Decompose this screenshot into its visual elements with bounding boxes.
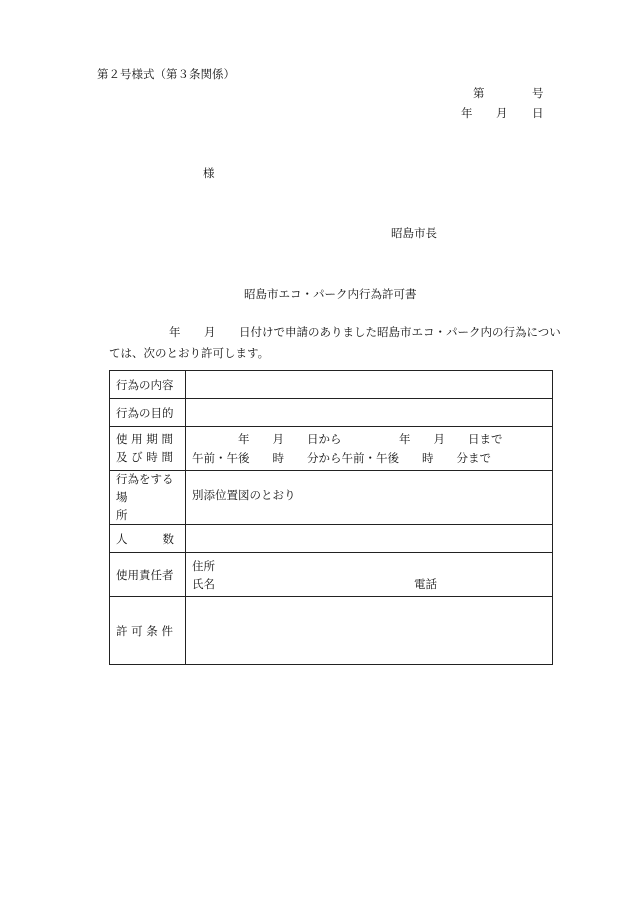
people-field[interactable]	[186, 525, 553, 553]
issue-number-suffix: 号	[532, 86, 544, 100]
purpose-label-text: 行為の目的	[116, 405, 174, 420]
responsible-label-text: 使用責任者	[116, 567, 174, 582]
issue-date-day: 日	[532, 106, 544, 120]
people-label-text	[116, 531, 174, 547]
conditions-field[interactable]	[186, 597, 553, 665]
table-row-people	[110, 525, 553, 553]
content-label-text: 行為の内容	[116, 377, 174, 392]
content-label	[110, 371, 186, 399]
place-label-line1: 行為をする	[116, 472, 174, 486]
intro-year: 年	[169, 325, 181, 339]
intro-text-line1: 日付けで申請のありました昭島市エコ・パーク内の行為につい	[239, 325, 561, 339]
responsible-field[interactable]	[186, 553, 553, 597]
permit-form-table	[109, 370, 553, 665]
people-label	[110, 525, 186, 553]
conditions-label-text: 許 可 条 件	[116, 623, 173, 638]
intro-text-line2: ては、次のとおり許可します。	[109, 346, 270, 360]
name-label: 氏名	[192, 576, 215, 591]
table-row-responsible	[110, 553, 553, 597]
table-row-period	[110, 427, 553, 471]
people-label-char2: 数	[162, 531, 174, 546]
name-phone-line	[192, 575, 552, 593]
content-field[interactable]	[186, 371, 553, 399]
place-value: 別添位置図のとおり	[192, 488, 296, 502]
table-row-place	[110, 471, 553, 525]
phone-label: 電話	[414, 576, 437, 591]
table-row-content	[110, 371, 553, 399]
period-date-line: 年 月 日から 年 月 日まで	[238, 432, 503, 447]
period-time-line: 午前・午後 時 分から午前・午後 時 分まで	[192, 450, 491, 465]
place-label-line2	[116, 489, 174, 525]
issue-number-prefix: 第	[473, 86, 485, 100]
place-label-char2: 所	[116, 507, 128, 522]
document-title: 昭島市エコ・パーク内行為許可書	[244, 287, 417, 301]
purpose-label	[110, 399, 186, 427]
responsible-label	[110, 553, 186, 597]
period-label-line1: 使 用 期 間	[116, 431, 173, 446]
table-row-purpose	[110, 399, 553, 427]
issuer: 昭島市長	[391, 226, 437, 240]
address-label: 住所	[192, 558, 215, 573]
purpose-field[interactable]	[186, 399, 553, 427]
conditions-label	[110, 597, 186, 665]
period-label-line2: 及 び 時 間	[116, 449, 173, 464]
place-label-char1: 場	[116, 489, 128, 504]
issue-date-year: 年	[461, 106, 473, 120]
place-label	[110, 471, 186, 525]
form-number: 第２号様式（第３条関係）	[97, 67, 235, 81]
table-row-conditions	[110, 597, 553, 665]
period-field[interactable]	[186, 427, 553, 471]
issue-date-month: 月	[496, 106, 508, 120]
place-field[interactable]	[186, 471, 553, 525]
period-label	[110, 427, 186, 471]
intro-month: 月	[204, 325, 216, 339]
addressee-suffix: 様	[203, 166, 215, 180]
people-label-char1: 人	[116, 531, 128, 546]
